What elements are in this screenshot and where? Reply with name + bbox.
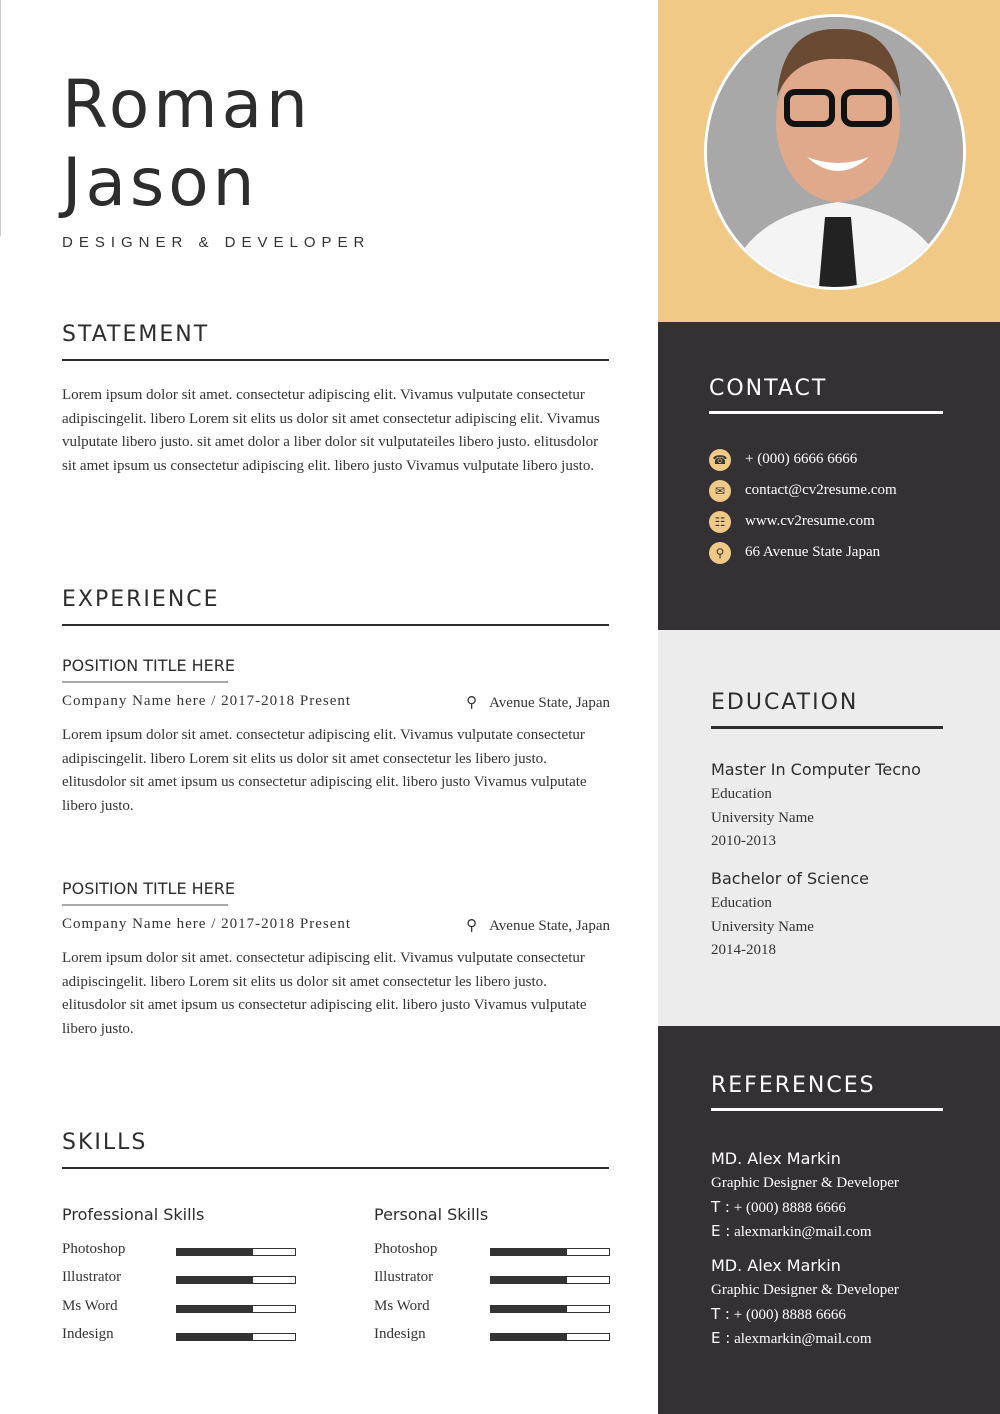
experience-item	[62, 879, 610, 1041]
location: Avenue State, Japan	[489, 695, 610, 711]
company: Company Name here / 2017-2018 Present	[62, 916, 352, 932]
contact-item: www.cv2resume.com	[745, 513, 875, 529]
skill-name: Photoshop	[374, 1241, 438, 1257]
skill-bar	[176, 1248, 296, 1256]
skill-group-title: Professional Skills	[62, 1205, 205, 1224]
skill-name: Illustrator	[374, 1269, 434, 1286]
reference-phone	[711, 1305, 846, 1324]
skill-bar	[490, 1248, 610, 1256]
reference-email	[711, 1329, 872, 1348]
contact-item: contact@cv2resume.com	[745, 482, 897, 498]
skill-bar	[176, 1305, 296, 1313]
reference-name: MD. Alex Markin	[711, 1149, 841, 1168]
statement-text: Lorem ipsum dolor sit amet. consectetur adipiscing elit. Vivamus vulputate consectetur adipiscingelit. libero Lorem sit elits us dolor sit amet consectetur adipiscing elit. Vivamus vulputate libero justo. sit amet dolor a liber dolor sit vulputateiles libero justo. elitusdolor sit amet ipsum us consectetur adipiscing elit. libero justo Vivamus vulputate libero justo.	[62, 387, 600, 474]
position-title: POSITION TITLE HERE	[62, 656, 235, 675]
divider	[711, 1108, 943, 1111]
globe-icon: ☷	[709, 511, 731, 533]
statement-heading: STATEMENT	[62, 322, 210, 347]
reference-name: MD. Alex Markin	[711, 1256, 841, 1275]
skill-bar-fill	[491, 1306, 567, 1312]
skill-name: Indesign	[62, 1325, 114, 1342]
contact-item: 66 Avenue State Japan	[745, 544, 881, 560]
position-title: POSITION TITLE HERE	[62, 879, 235, 898]
email: alexmarkin@mail.com	[734, 1331, 872, 1347]
education-field: Education	[711, 786, 772, 802]
skill-bar	[176, 1333, 296, 1341]
divider	[709, 411, 943, 414]
phone: + (000) 8888 6666	[733, 1307, 846, 1323]
location-icon: ⚲	[709, 542, 731, 564]
skill-bar-fill	[177, 1334, 253, 1340]
skill-name: Photoshop	[62, 1241, 126, 1257]
profile-photo	[704, 14, 966, 290]
contact-item: + (000) 6666 6666	[745, 451, 858, 467]
role-title: DESIGNER & DEVELOPER	[62, 234, 371, 251]
email-label: E :	[711, 1222, 731, 1240]
skill-bar-fill	[491, 1334, 567, 1340]
education-school: University Name	[711, 918, 814, 935]
degree: Bachelor of Science	[711, 869, 869, 888]
reference-phone	[711, 1198, 846, 1217]
education-years: 2014-2018	[711, 942, 776, 958]
references-heading: REFERENCES	[711, 1073, 876, 1098]
contact-panel	[658, 322, 1000, 630]
last-name: Jason	[62, 144, 259, 221]
divider	[711, 726, 943, 729]
location: Avenue State, Japan	[489, 918, 610, 934]
skill-bar-fill	[177, 1249, 253, 1255]
skill-name: Ms Word	[374, 1297, 430, 1314]
first-name: Roman	[62, 66, 312, 143]
contact-heading: CONTACT	[709, 376, 828, 401]
email: alexmarkin@mail.com	[734, 1224, 872, 1240]
skill-name: Indesign	[374, 1325, 426, 1342]
company: Company Name here / 2017-2018 Present	[62, 693, 352, 709]
skill-bar	[176, 1276, 296, 1284]
divider	[62, 359, 609, 361]
skill-bar	[490, 1276, 610, 1284]
location-pin-icon: ⚲	[466, 918, 478, 934]
divider	[62, 1167, 609, 1169]
skill-bar-fill	[491, 1277, 567, 1283]
divider	[62, 681, 228, 683]
skill-bar-fill	[177, 1306, 253, 1312]
location-pin-icon: ⚲	[466, 695, 478, 711]
education-heading: EDUCATION	[711, 690, 859, 715]
reference-role: Graphic Designer & Developer	[711, 1175, 899, 1191]
phone: + (000) 8888 6666	[733, 1200, 846, 1216]
experience-item	[62, 656, 610, 818]
divider	[62, 904, 228, 906]
phone-label: T :	[711, 1305, 730, 1323]
reference-role: Graphic Designer & Developer	[711, 1282, 899, 1298]
experience-text: Lorem ipsum dolor sit amet. consectetur adipiscing elit. Vivamus vulputate consectetur adipiscingelit. libero Lorem sit elits us dolor sit amet consectetur les libero justo. elitusdolor sit amet ipsum us consectetur adipiscing elit. libero justo Vivamus vulputate libero justo.	[62, 950, 587, 1037]
skill-name: Illustrator	[62, 1269, 122, 1286]
reference-email	[711, 1222, 872, 1241]
skill-bar-fill	[177, 1277, 253, 1283]
name	[62, 66, 312, 222]
experience-heading: EXPERIENCE	[62, 587, 220, 612]
experience-text: Lorem ipsum dolor sit amet. consectetur adipiscing elit. Vivamus vulputate consectetur adipiscingelit. libero Lorem sit elits us dolor sit amet consectetur les libero justo. elitusdolor sit amet ipsum us consectetur adipiscing elit. libero justo Vivamus vulputate libero justo.	[62, 727, 587, 814]
education-years: 2010-2013	[711, 833, 776, 849]
education-field: Education	[711, 895, 772, 911]
margin-line	[0, 0, 1, 236]
phone-label: T :	[711, 1198, 730, 1216]
skill-bar	[490, 1305, 610, 1313]
skill-group-title: Personal Skills	[374, 1205, 489, 1224]
skill-bar-fill	[491, 1249, 567, 1255]
skill-bar	[490, 1333, 610, 1341]
divider	[62, 624, 609, 626]
email-label: E :	[711, 1329, 731, 1347]
mail-icon: ✉	[709, 480, 731, 502]
education-school: University Name	[711, 809, 814, 826]
degree: Master In Computer Tecno	[711, 760, 921, 779]
phone-icon: ☎	[709, 449, 731, 471]
skills-heading: SKILLS	[62, 1130, 148, 1155]
skill-name: Ms Word	[62, 1297, 118, 1314]
